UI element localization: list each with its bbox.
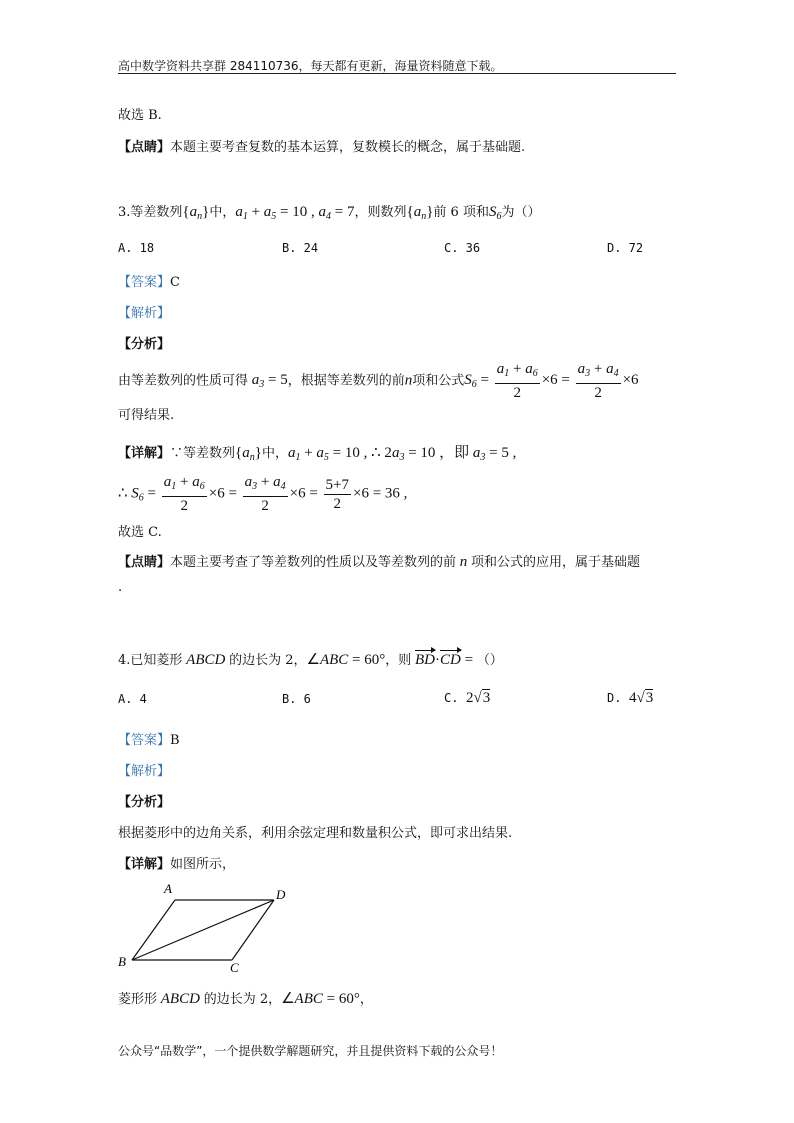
page-header: 高中数学资料共享群 284110736，每天都有更新，海量资料随意下载。 xyxy=(118,59,503,73)
math-n: n xyxy=(404,372,413,389)
comment-tag: 【点睛】 xyxy=(118,555,171,570)
math-seq: $\{a_n\}$ xyxy=(406,204,434,222)
q4-option-c xyxy=(444,690,490,707)
text: 如图所示， xyxy=(170,857,236,872)
math-condition: $a_1 + a_5 = 10$ , $a_4 = 7$ xyxy=(235,204,355,222)
answer-value: C xyxy=(170,275,180,290)
label-b: B xyxy=(118,954,126,969)
answer-tag: 【答案】 xyxy=(118,733,171,748)
math-4sqrt3: 4√3 xyxy=(621,690,654,706)
math-formula: $S_6$ = $\frac{a_1 + a_6}{2}$ ×6 = $\frac{a_3 + a_4}{2}$ ×6 xyxy=(464,361,639,401)
q4-analysis-tag: 【解析】 xyxy=(118,764,171,779)
q3-detail-computation: ∴ $S_6$ = $\frac{a_1 + a_6}{2}$ ×6 = $\frac{a_3 + a_4}{2}$ ×6 = $\frac{5+7}{2}$ ×6 = 36 , xyxy=(118,474,408,514)
text: 的边长为 2， xyxy=(203,992,282,1007)
label-c: C xyxy=(230,960,239,974)
q3-answer xyxy=(118,271,180,290)
text: （） xyxy=(476,653,503,668)
header-rule xyxy=(118,73,676,74)
math-abcd: ABCD xyxy=(157,991,204,1007)
text: 由等差数列的性质可得 xyxy=(118,373,249,389)
q3-fenxi-line xyxy=(118,360,639,402)
math-angle: ∠ABC = 60° xyxy=(281,991,360,1007)
text: ，根据等差数列的前 xyxy=(287,373,405,389)
detail-tag: 【详解】 xyxy=(118,446,171,461)
q4-option-b: B. 6 xyxy=(282,692,311,706)
answer-value: B xyxy=(170,733,180,748)
option-label: C. xyxy=(444,691,459,705)
text: 菱形形 xyxy=(118,992,158,1007)
q3-analysis-tag: 【解析】 xyxy=(118,306,171,321)
q3-choose: 故选 C. xyxy=(118,525,162,540)
prev-comment xyxy=(118,136,525,155)
text: 项和公式的应用，属于基础题 xyxy=(471,555,641,570)
q3-option-b: B. 24 xyxy=(282,241,319,255)
label-d: D xyxy=(276,887,286,902)
text: ∵等差数列 xyxy=(170,446,236,461)
rhombus-figure xyxy=(112,878,302,974)
math-seq: $\{a_n\}$ xyxy=(235,445,262,463)
option-label: D. xyxy=(607,691,622,705)
q3-stem xyxy=(118,201,540,222)
math-a3: $a_3 = 5$ xyxy=(251,372,288,391)
q4-fenxi-tag: 【分析】 xyxy=(118,795,171,810)
q3-fenxi-end: 可得结果. xyxy=(118,408,175,423)
q3-stem-part: 前 6 项和 xyxy=(433,205,489,220)
q3-option-c: C. 36 xyxy=(444,241,481,255)
text: 项和公式 xyxy=(412,373,465,389)
q3-stem-part: ，则数列 xyxy=(354,205,407,220)
q3-fenxi-tag: 【分析】 xyxy=(118,337,171,352)
q3-stem-part: 中， xyxy=(209,205,236,220)
text: 本题主要考查了等差数列的性质以及等差数列的前 xyxy=(170,555,457,570)
q4-last-line xyxy=(118,988,373,1008)
text: 的边长为 2， xyxy=(229,653,307,668)
detail-tag: 【详解】 xyxy=(118,857,171,872)
comment-tag: 【点睛】 xyxy=(118,140,171,155)
q3-comment xyxy=(118,551,640,571)
text: ，则 xyxy=(385,653,412,668)
q3-stem-part: 3.等差数列 xyxy=(118,205,183,220)
page-footer: 公众号“品数学”，一个提供数学解题研究，并且提供资料下载的公众号！ xyxy=(118,1044,503,1058)
q3-detail-line xyxy=(118,441,516,463)
q4-fenxi-text: 根据菱形中的边角关系，利用余弦定理和数量积公式，即可求出结果. xyxy=(118,826,513,841)
math-vector-product: BD·CD = xyxy=(415,652,477,668)
math-angle: ∠ABC = 60° xyxy=(306,652,386,668)
math-s6: $S_6$ xyxy=(488,204,502,222)
math-seq: $\{a_n\}$ xyxy=(182,204,210,222)
text: 4.已知菱形 xyxy=(118,653,183,668)
math-abcd: ABCD xyxy=(182,652,230,668)
q4-option-a: A. 4 xyxy=(118,692,147,706)
q3-option-a: A. 18 xyxy=(118,241,155,255)
q3-option-d: D. 72 xyxy=(607,241,644,255)
math-n: n xyxy=(456,554,472,570)
math-detail: $a_1 + a_5 = 10$ , ∴ $2a_3 = 10$ ，即 $a_3 = 5$ , xyxy=(287,445,517,463)
q4-detail xyxy=(118,853,235,872)
q3-comment-dot: . xyxy=(118,580,123,595)
q4-stem xyxy=(118,649,503,669)
text: ， xyxy=(359,992,373,1007)
q3-stem-part: 为（） xyxy=(501,205,541,220)
math-2sqrt3: 2√3 xyxy=(458,690,491,706)
text: 中， xyxy=(261,446,288,461)
comment-text: 本题主要考查复数的基本运算，复数模长的概念，属于基础题. xyxy=(170,140,526,155)
q4-answer xyxy=(118,729,180,748)
answer-tag: 【答案】 xyxy=(118,275,171,290)
prev-choose: 故选 B. xyxy=(118,108,162,123)
q4-option-d xyxy=(607,690,653,707)
label-a: A xyxy=(164,881,172,896)
